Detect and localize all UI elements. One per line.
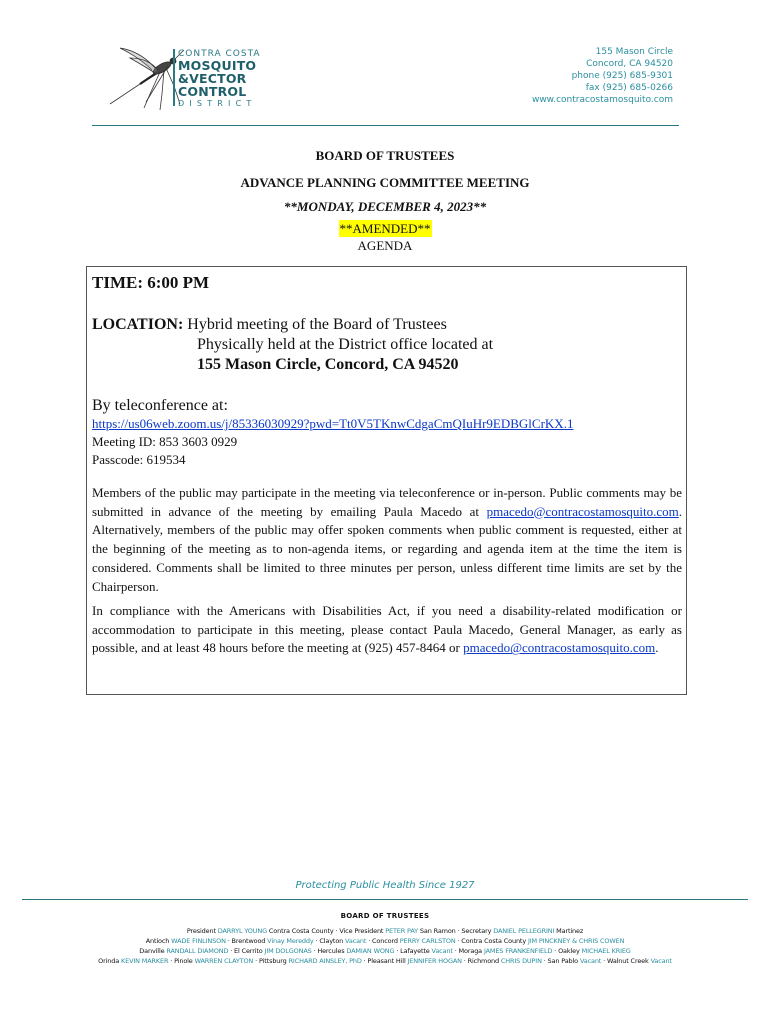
trustee-name: JIM PINCKNEY & CHRIS COWEN — [527, 937, 625, 945]
trustee-name: RANDALL DIAMOND — [166, 947, 229, 955]
trustee-name: Vacant — [579, 957, 602, 965]
trustee-city: · Lafayette — [394, 947, 432, 955]
trustee-name: WADE FINLINSON — [171, 937, 226, 945]
trustee-city: Martinez — [554, 927, 584, 935]
trustee-city: · Pinole — [168, 957, 195, 965]
trustee-city: · Hercules — [311, 947, 347, 955]
ada-paragraph — [92, 602, 682, 658]
phone-line: phone (925) 685-9301 — [571, 71, 673, 81]
fax-line: fax (925) 685-0266 — [585, 83, 673, 93]
paragraph-text: Members of the public may participate in the meeting via teleconference or in-person. Public comments may be submitted in advance of the meeting by emailing Paula Macedo at — [92, 485, 682, 519]
location-address: 155 Mason Circle, Concord, CA 94520 — [197, 356, 459, 373]
district-address — [532, 46, 673, 106]
meeting-id: Meeting ID: 853 3603 0929 — [92, 434, 238, 449]
trustee-name: RICHARD AINSLEY, PhD — [288, 957, 362, 965]
email-link[interactable]: pmacedo@contracostamosquito.com — [486, 503, 679, 519]
trustee-city: San Ramon · Secretary — [418, 927, 494, 935]
paragraph-text: In compliance with the Americans with Disabilities Act, if you need a disability-related modification or accommodation to participate in this meeting, please contact Paula Macedo, General Manager, as early as possible, and at least 48 hours before the meeting at (925) 457-8464 or — [92, 603, 682, 656]
meeting-time: TIME: 6:00 PM — [92, 273, 210, 292]
board-heading: BOARD OF TRUSTEES — [315, 148, 455, 163]
agenda-label: AGENDA — [357, 238, 413, 253]
trustee-city: Antioch — [145, 937, 172, 945]
trustee-city: Danville — [139, 947, 167, 955]
address-line: 155 Mason Circle — [595, 47, 673, 57]
trustee-city: · Pleasant Hill — [361, 957, 408, 965]
trustee-name: WARREN CLAYTON — [194, 957, 254, 965]
trustee-city: · Clayton — [313, 937, 346, 945]
district-logo — [178, 49, 261, 109]
trustee-name: Vacant — [650, 957, 672, 965]
footer-divider — [22, 899, 748, 900]
trustee-city: · Oakley — [552, 947, 582, 955]
trustee-city: · Richmond — [461, 957, 501, 965]
passcode: Passcode: 619534 — [92, 452, 186, 467]
location-line: Hybrid meeting of the Board of Trustees — [183, 316, 447, 333]
trustee-city: · Moraga — [452, 947, 484, 955]
trustee-name: DANIEL PELLEGRINI — [493, 927, 555, 935]
zoom-link[interactable]: https://us06web.zoom.us/j/85336030929?pwd=Tt0V5TKnwCdgaCmQIuHr9EDBGlCrKX.1 — [92, 416, 574, 431]
logo-line: MOSQUITO — [178, 58, 257, 73]
meeting-location — [92, 315, 493, 375]
email-link[interactable]: pmacedo@contracostamosquito.com — [463, 640, 656, 656]
trustee-name: Vinay Mereddy — [267, 937, 314, 945]
agenda-header — [0, 147, 770, 254]
meeting-date: **MONDAY, DECEMBER 4, 2023** — [283, 199, 487, 214]
trustee-name: Vacant — [431, 947, 453, 955]
trustee-city: Contra Costa County · Vice President — [266, 927, 386, 935]
trustee-name: DARRYL YOUNG — [217, 927, 267, 935]
logo-line: CONTRA COSTA — [178, 49, 261, 59]
public-comment-paragraph — [92, 484, 682, 596]
paragraph-text: . Alternatively, members of the public may offer spoken comments when public comment is requested, either at the beginning of the meeting as to non-agenda items, or regarding and agenda item at the time the item is considered. Comments shall be limited to three minutes per person, unless different time limits are set by the Chairperson. — [92, 503, 682, 594]
trustee-city: · Concord — [366, 937, 400, 945]
trustee-city: President — [186, 927, 218, 935]
location-line: Physically held at the District office located at — [197, 336, 494, 353]
trustee-line — [0, 927, 770, 935]
trustee-city: · El Cerrito — [228, 947, 265, 955]
footer-board-title: BOARD OF TRUSTEES — [340, 912, 430, 920]
address-line: Concord, CA 94520 — [586, 59, 673, 69]
trustee-city: Orinda — [98, 957, 121, 965]
teleconference-info — [92, 415, 573, 469]
location-label: LOCATION: — [92, 316, 184, 333]
teleconference-label: By teleconference at: — [92, 397, 228, 414]
logo-line: CONTROL — [178, 84, 247, 99]
trustee-name: MICHAEL KRIEG — [581, 947, 631, 955]
trustee-city: · Walnut Creek — [601, 957, 651, 965]
logo-line: &VECTOR — [178, 71, 247, 86]
trustee-line — [0, 947, 770, 955]
trustee-name: JAMES FRANKENFIELD — [483, 947, 553, 955]
paragraph-text: . — [655, 640, 659, 656]
trustee-name: KEVIN MARKER — [121, 957, 169, 965]
trustee-name: PETER PAY — [385, 927, 418, 935]
trustee-name: CHRIS DUPIN — [500, 957, 542, 965]
trustee-city: · Pittsburg — [253, 957, 289, 965]
website-line[interactable]: www.contracostamosquito.com — [531, 95, 673, 105]
trustee-city: · San Pablo — [541, 957, 580, 965]
meeting-details-box — [86, 266, 687, 695]
trustee-name: PERRY CARLSTON — [399, 937, 456, 945]
trustee-city: · Contra Costa County — [455, 937, 528, 945]
trustee-name: Vacant — [345, 937, 367, 945]
tagline: Protecting Public Health Since 1927 — [295, 880, 475, 891]
trustee-line — [0, 957, 770, 965]
header-divider — [92, 125, 679, 126]
amended-badge: **AMENDED** — [339, 221, 431, 236]
trustee-line — [0, 937, 770, 945]
logo-divider — [173, 49, 175, 106]
meeting-title: ADVANCE PLANNING COMMITTEE MEETING — [240, 175, 530, 190]
logo-line: DISTRICT — [178, 99, 257, 108]
trustee-name: JENNIFER HOGAN — [407, 957, 462, 965]
trustee-name: JIM DOLGONAS — [264, 947, 312, 955]
trustee-name: DAMIAN WONG — [346, 947, 395, 955]
trustee-city: · Brentwood — [225, 937, 268, 945]
